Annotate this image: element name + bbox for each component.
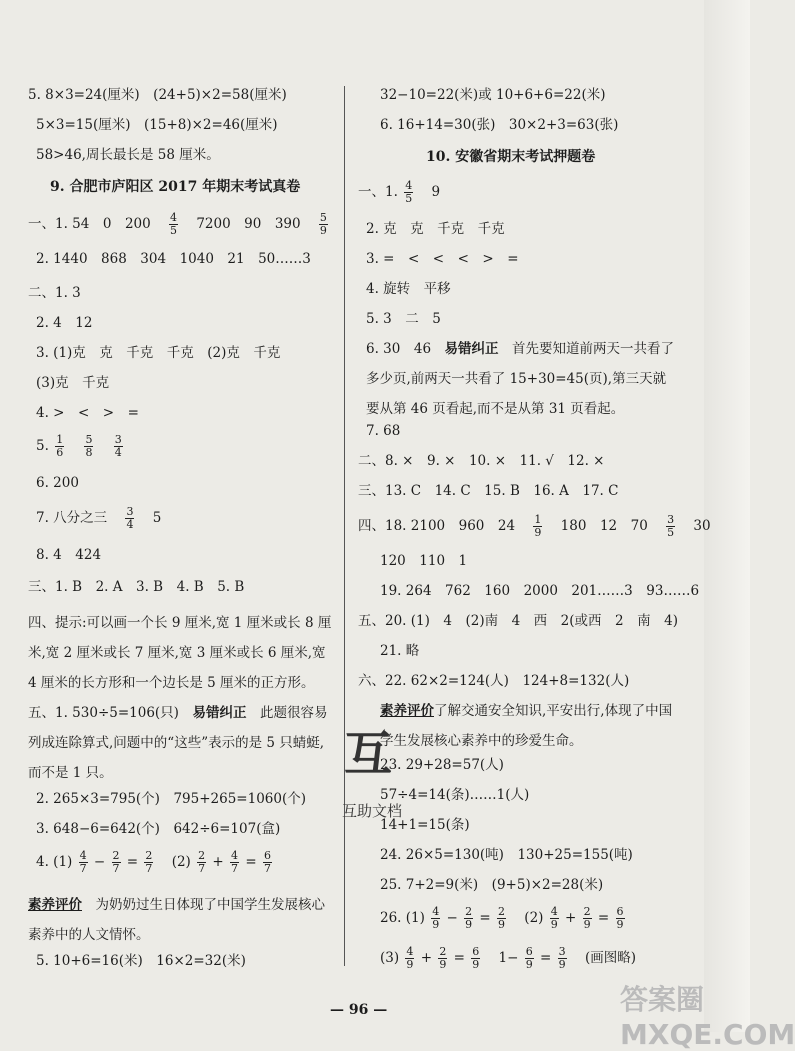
s9-q4: 四、提示:可以画一个长 9 厘米,宽 1 厘米或长 8 厘米,宽 2 厘米或长 7 厘米,宽 3 厘米或长 6 厘米,宽 4 厘米的长方形和一个边长是 5 厘米的正方形。 xyxy=(28,615,332,691)
fraction: $\frac{5}{9}$ xyxy=(319,211,327,237)
page-edge xyxy=(704,0,750,1032)
s9-q2-1: 二、1. 3 xyxy=(28,285,81,301)
s10-q1-1: 一、1. $\frac{4}{5}$ 9 xyxy=(358,179,441,205)
s10-q6-26b: (3) $\frac{4}{9}$ + $\frac{2}{9}$ = $\frac{6}{9}$ 1− $\frac{6}{9}$ = $\frac{3}{9}$ (画图略) xyxy=(380,945,636,971)
s9-q1-1 xyxy=(28,212,330,237)
s10-q6-26: 26. (1) $\frac{4}{9}$ − $\frac{2}{9}$ = $\frac{2}{9}$ (2) $\frac{4}{9}$ + $\frac{2}{9}$ = $\frac{6}{9}$ xyxy=(380,905,624,931)
fraction: $\frac{4}{7}$ xyxy=(231,849,239,875)
fraction: $\frac{2}{9}$ xyxy=(498,905,505,931)
fraction: $\frac{2}{9}$ xyxy=(439,945,447,971)
page-number: — 96 — xyxy=(330,1002,388,1018)
s9-q2-6: 6. 200 xyxy=(36,475,79,491)
fraction: $\frac{4}{7}$ xyxy=(79,849,87,875)
s10-q4-18b: 120 110 1 xyxy=(380,553,468,569)
fraction: $\frac{3}{4}$ xyxy=(114,433,122,459)
s9-q2-5: 5. $\frac{1}{6}$ $\frac{5}{8}$ $\frac{3}{4}$ xyxy=(36,433,122,459)
s9-q2-3: 3. (1)克 克 千克 千克 (2)克 千克 xyxy=(36,345,281,361)
fraction: $\frac{2}{7}$ xyxy=(145,849,153,875)
s10-q6-24: 24. 26×5=130(吨) 130+25=155(吨) xyxy=(380,847,633,863)
s9-q2-7: 7. 八分之三 $\frac{3}{4}$ 5 xyxy=(36,505,162,531)
s9-q5-2: 2. 265×3=795(个) 795+265=1060(个) xyxy=(36,791,306,807)
fraction: $\frac{4}{5}$ xyxy=(170,211,178,237)
s9-q2-8: 8. 4 424 xyxy=(36,547,102,563)
eval-tag: 素养评价 xyxy=(28,897,82,913)
right-line-2: 6. 16+14=30(张) 30×2+3=63(张) xyxy=(380,117,619,133)
stamp-text: 互助文档 xyxy=(342,802,403,820)
fraction: $\frac{1}{9}$ xyxy=(534,513,542,539)
left-line-2: 5×3=15(厘米) (15+8)×2=46(厘米) xyxy=(36,117,278,133)
fraction: $\frac{1}{6}$ xyxy=(56,433,64,459)
s9-eval: 素养评价 为奶奶过生日体现了中国学生发展核心素养中的人文情怀。 xyxy=(28,897,325,943)
s9-q5-5: 5. 10+6=16(米) 16×2=32(米) xyxy=(36,953,246,969)
s10-q6-25: 25. 7+2=9(米) (9+5)×2=28(米) xyxy=(380,877,604,893)
fraction: $\frac{2}{7}$ xyxy=(112,849,120,875)
s10-q1-7: 7. 68 xyxy=(366,423,401,439)
fraction: $\frac{2}{9}$ xyxy=(465,905,473,931)
s9-q2-3b: (3)克 千克 xyxy=(36,375,110,391)
s9-q1-1-a: 一、1. 54 0 200 xyxy=(28,216,151,232)
s10-q4-18: 四、18. 2100 960 24 $\frac{1}{9}$ 180 12 70 $\frac{3}{5}$ 30 xyxy=(358,513,711,539)
fraction: $\frac{6}{7}$ xyxy=(263,849,271,875)
s10-q1-6: 6. 30 46 易错纠正 首先要知道前两天一共看了多少页,前两天一共看了 15+30=45(页),第三天就要从第 46 页看起,而不是从第 31 页看起。 xyxy=(366,341,675,417)
fraction: $\frac{4}{5}$ xyxy=(405,179,413,205)
fraction: $\frac{3}{4}$ xyxy=(126,505,134,531)
fraction: $\frac{4}{9}$ xyxy=(550,905,558,931)
fraction: $\frac{5}{8}$ xyxy=(85,433,93,459)
fraction: $\frac{2}{7}$ xyxy=(198,849,206,875)
s9-q5-3: 3. 648−6=642(个) 642÷6=107(盒) xyxy=(36,821,281,837)
s10-q1-4: 4. 旋转 平移 xyxy=(366,281,451,297)
s10-q5-21: 21. 略 xyxy=(380,643,420,659)
s9-q5-4: 4. (1) $\frac{4}{7}$ − $\frac{2}{7}$ = $\frac{2}{7}$ (2) $\frac{2}{7}$ + $\frac{4}{7}$ = $\frac{6}{7}$ xyxy=(36,849,271,875)
s10-q1-2: 2. 克 克 千克 千克 xyxy=(366,221,505,237)
s10-q6-23: 23. 29+28=57(人) xyxy=(380,757,504,773)
s9-q5-1: 五、1. 530÷5=106(只) 易错纠正 此题很容易列成连除算式,问题中的“这些”表示的是 5 只蜻蜓,而不是 1 只。 xyxy=(28,705,328,781)
section-9-heading: 9. 合肥市庐阳区 2017 年期末考试真卷 xyxy=(50,179,301,195)
s9-q2-2: 2. 4 12 xyxy=(36,315,93,331)
stamp-glyph: 互 xyxy=(344,726,393,782)
s10-q6-22: 六、22. 62×2=124(人) 124+8=132(人) xyxy=(358,673,630,689)
s9-q3: 三、1. B 2. A 3. B 4. B 5. B xyxy=(28,579,245,595)
fraction: $\frac{6}{9}$ xyxy=(525,945,533,971)
fraction: $\frac{4}{9}$ xyxy=(432,905,440,931)
fraction: $\frac{2}{9}$ xyxy=(583,905,591,931)
left-line-3: 58>46,周长最长是 58 厘米。 xyxy=(36,147,220,163)
fraction: $\frac{3}{5}$ xyxy=(667,513,675,539)
fraction: $\frac{6}{9}$ xyxy=(472,945,480,971)
fraction: $\frac{4}{9}$ xyxy=(406,945,414,971)
s9-q1-1-b: 7200 90 390 xyxy=(196,216,301,232)
eval-tag: 素养评价 xyxy=(380,703,434,719)
right-line-1: 32−10=22(米)或 10+6+6=22(米) xyxy=(380,87,606,103)
s10-q6-23c: 14+1=15(条) xyxy=(380,817,470,833)
s10-q4-19: 19. 264 762 160 2000 201……3 93……6 xyxy=(380,583,700,599)
s10-q1-3: 3. = < < < > = xyxy=(366,251,519,267)
fraction: $\frac{3}{9}$ xyxy=(558,945,566,971)
s9-q1-2: 2. 1440 868 304 1040 21 50……3 xyxy=(36,251,311,267)
handwritten-stamp xyxy=(336,718,474,838)
watermark: 答案圈 MXQE.COM xyxy=(620,983,795,1051)
s10-q1-5: 5. 3 二 5 xyxy=(366,311,441,327)
s10-q6-23b: 57÷4=14(条)……1(人) xyxy=(380,787,530,803)
s9-q2-4: 4. > < > = xyxy=(36,405,139,421)
s10-eval: 素养评价了解交通安全知识,平安出行,体现了中国学生发展核心素养中的珍爱生命。 xyxy=(380,703,673,749)
s10-q5-20: 五、20. (1) 4 (2)南 4 西 2(或西 2 南 4) xyxy=(358,613,678,629)
s10-q2: 二、8. × 9. × 10. × 11. √ 12. × xyxy=(358,453,605,469)
section-10-heading: 10. 安徽省期末考试押题卷 xyxy=(426,149,596,165)
s10-q3: 三、13. C 14. C 15. B 16. A 17. C xyxy=(358,483,619,499)
left-line-1: 5. 8×3=24(厘米) (24+5)×2=58(厘米) xyxy=(28,87,287,103)
fraction: $\frac{6}{9}$ xyxy=(616,905,624,931)
